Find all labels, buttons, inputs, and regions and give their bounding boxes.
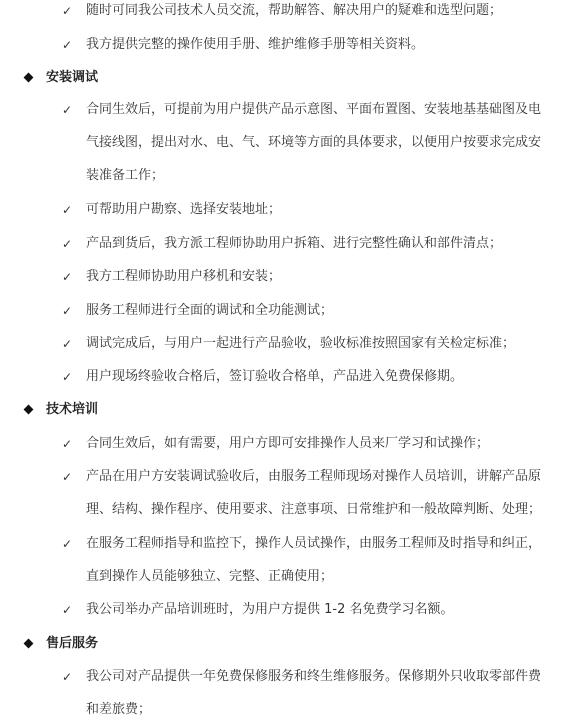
list-item-text: 直到操作人员能够独立、完整、正确使用； xyxy=(86,569,334,584)
diamond-bullet-icon xyxy=(24,73,34,83)
list-item-text: 合同生效后，如有需要，用户方即可安排操作人员来厂学习和试操作； xyxy=(86,436,490,451)
list-item-text: 随时可同我公司技术人员交流，帮助解答、解决用户的疑难和选型问题； xyxy=(86,3,503,18)
list-item-text: 理、结构、操作程序、使用要求、注意事项、日常维护和一般故障判断、处理； xyxy=(86,502,542,517)
list-item-text: 在服务工程师指导和监控下，操作人员试操作，由服务工程师及时指导和纠正， xyxy=(86,536,542,551)
checkmark-icon: ✓ xyxy=(62,304,73,318)
checkmark-icon: ✓ xyxy=(62,437,73,451)
checkmark-icon: ✓ xyxy=(62,237,73,251)
checkmark-icon: ✓ xyxy=(62,38,73,52)
list-item-text: 产品到货后，我方派工程师协助用户拆箱、进行完整性确认和部件清点； xyxy=(86,236,503,251)
checkmark-icon: ✓ xyxy=(62,270,73,284)
section-heading: 安装调试 xyxy=(46,70,99,85)
list-item-text: 我方提供完整的操作使用手册、维护维修手册等相关资料。 xyxy=(86,37,425,52)
list-item-text: 合同生效后，可提前为用户提供产品示意图、平面布置图、安装地基基础图及电 xyxy=(86,102,542,117)
list-item-text: 气接线图，提出对水、电、气、环境等方面的具体要求，以便用户按要求完成安 xyxy=(86,135,542,150)
checkmark-icon: ✓ xyxy=(62,337,73,351)
list-item-text: 我公司对产品提供一年免费保修服务和终生维修服务。保修期外只收取零部件费 xyxy=(86,669,542,684)
list-item-text: 服务工程师进行全面的调试和全功能测试； xyxy=(86,303,334,318)
diamond-bullet-icon xyxy=(24,405,34,415)
checkmark-icon: ✓ xyxy=(62,603,73,617)
list-item-text: 产品在用户方安装调试验收后，由服务工程师现场对操作人员培训，讲解产品原 xyxy=(86,469,542,484)
section-heading: 售后服务 xyxy=(46,636,99,651)
list-item-text: 我公司举办产品培训班时，为用户方提供 1-2 名免费学习名额。 xyxy=(86,602,454,617)
checkmark-icon: ✓ xyxy=(62,370,73,384)
checkmark-icon: ✓ xyxy=(62,537,73,551)
list-item-text: 用户现场终验收合格后，签订验收合格单，产品进入免费保修期。 xyxy=(86,369,464,384)
checkmark-icon: ✓ xyxy=(62,470,73,484)
list-item-text: 调试完成后，与用户一起进行产品验收，验收标准按照国家有关检定标准； xyxy=(86,336,516,351)
diamond-bullet-icon xyxy=(24,639,34,649)
list-item-text: 可帮助用户勘察、选择安装地址； xyxy=(86,202,282,217)
checkmark-icon: ✓ xyxy=(62,670,73,684)
section-heading: 技术培训 xyxy=(46,402,99,417)
checkmark-icon: ✓ xyxy=(62,4,73,18)
list-item-text: 和差旅费； xyxy=(86,702,152,717)
list-item-text: 装准备工作； xyxy=(86,168,165,183)
list-item-text: 我方工程师协助用户移机和安装； xyxy=(86,269,282,284)
checkmark-icon: ✓ xyxy=(62,103,73,117)
checkmark-icon: ✓ xyxy=(62,203,73,217)
